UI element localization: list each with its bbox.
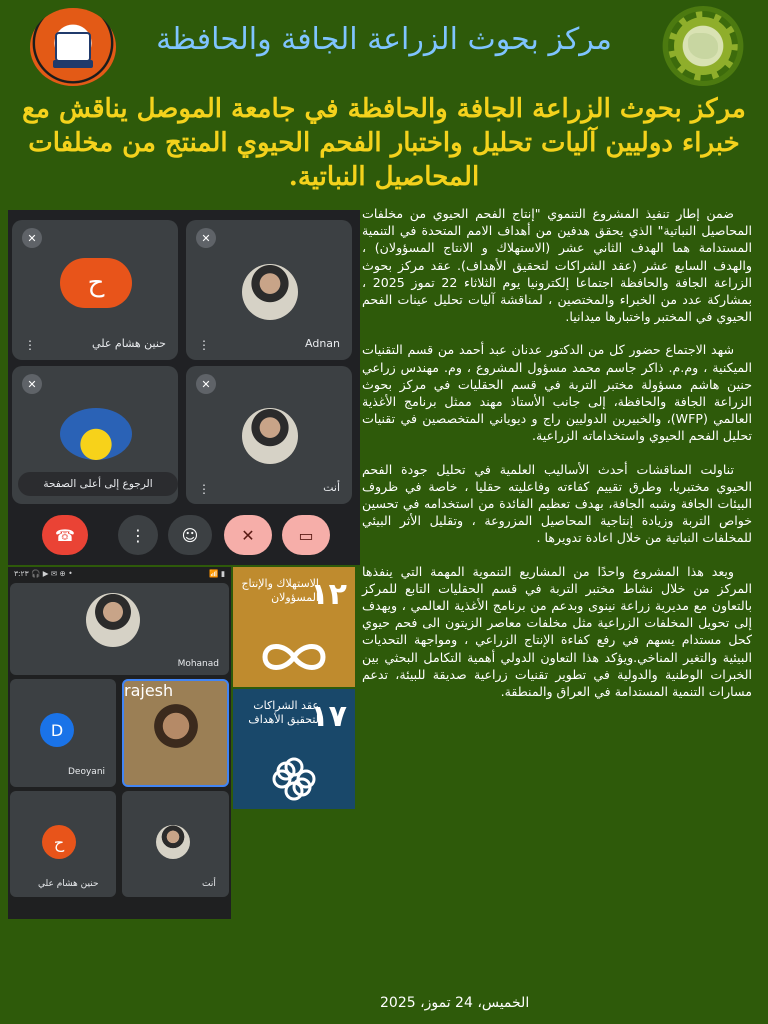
avatar: ح: [60, 258, 132, 308]
mic-off-icon: ✕: [22, 374, 42, 394]
avatar: [242, 264, 298, 320]
header-title: مركز بحوث الزراعة الجافة والحافظة: [156, 22, 612, 57]
mic-off-icon[interactable]: ✕: [224, 515, 272, 555]
participant-name: Mohanad: [177, 659, 219, 669]
mobile-call-screenshot: [8, 567, 231, 919]
avatar: [60, 408, 132, 460]
camera-off-icon[interactable]: ▭: [282, 515, 330, 555]
sdg-text: الاستهلاك والإنتاج المسؤولان: [241, 577, 319, 604]
article-body: [362, 205, 752, 716]
paragraph: تناولت المناقشات أحدث الأساليب العلمية في تحليل جودة الفحم الحيوي مختبريا، وطرق تقييم كفاءته وفاعليته حقليا ، خاصة في ظروف البيئات الجافة وشبه الجافة، بهدف تعظيم الفائدة من استخدامه في تحسين خواص التربة وزيادة إنتاجية المحاصيل المزروعة ، وتقليل الأثر البيئي للمخلفات النباتية من خلال اعادة تدويرها .: [362, 461, 752, 546]
avatar: [86, 593, 140, 647]
book-icon: [53, 60, 93, 68]
sdg-number: ١٢: [310, 577, 347, 612]
avatar: [242, 408, 298, 464]
sdg-12-tile: [233, 567, 355, 687]
mic-off-icon: ✕: [196, 374, 216, 394]
sdg-text: عقد الشراكات لتحقيق الأهداف: [248, 699, 319, 726]
avatar: [156, 825, 190, 859]
participant-name: rajesh: [124, 681, 174, 700]
sdg-17-tile: [233, 689, 355, 809]
paragraph: ويعد هذا المشروع واحدًا من المشاريع التنموية المهمة التي ينفذها المركز من خلال نشاط مختبر التربة في قسم الحقليات التابع للمركز بالتعاون مع مديرية زراعة نينوى وبدعم من برنامج الأغذية العالمي ، ويهدف إلى تحويل المخلفات الزراعية مثل مخلفات معاصر الزيتون الى فحم حيوي كحل مستدام يسهم في رفع كفاءة الإنتاج الزراعي ، ومواجهة التحديات البيئية والتغير المناخي.ويؤكد هذا التعاون الدولي أهمية التكامل البحثي بين الخبرات الوطنية والدولية في تطوير تقنيات زراعية صديقة للبيئة، تدعم مسارات التنمية المستدامة في العراق والمنطقة.: [362, 563, 752, 700]
more-icon[interactable]: ⋮: [24, 338, 36, 352]
participant-name: حنين هشام علي: [38, 879, 99, 889]
headline: مركز بحوث الزراعة الجافة والحافظة في جامعة الموصل يناقش مع خبراء دوليين آليات تحليل واختبار الفحم الحيوي المنتج من مخلفات المحاصيل النباتية.: [22, 94, 746, 192]
participant-tile[interactable]: [10, 583, 229, 675]
status-right: 📶 ▮: [209, 569, 225, 578]
infinity-icon: [233, 637, 355, 677]
participant-tile[interactable]: [186, 220, 352, 360]
sdg-number: ١٧: [310, 699, 347, 734]
participant-tile[interactable]: [10, 791, 116, 897]
paragraph: شهد الاجتماع حضور كل من الدكتور عدنان عبد أحمد من قسم التقنيات الميكنية ، وم.م. ذاكر جاسم محمد مسؤول المشروع ، وم. مهندس زراعي حنين هاشم مسؤولة مختبر التربة في قسم الحقليات في مركز بحوث الزراعة الجافة والحافظة، إلى جانب الأستاذ مهند ممثل برنامج الأغذية العالمي (WFP)، والخبيرين الدوليين راج و ديوياني المتخصصين في تقنيات تحليل الفحم الحيوي واستخداماته الزراعية.: [362, 342, 753, 444]
avatar: ح: [42, 825, 76, 859]
logo-emblem: [55, 32, 91, 62]
status-left: ۳:۲۳ 🎧 ▶ ✉ ⊕ •: [14, 569, 73, 578]
participant-name: Deoyani: [68, 767, 106, 777]
participant-tile[interactable]: [186, 366, 352, 504]
flower-icon: [233, 759, 355, 799]
emoji-icon[interactable]: ☺: [168, 515, 212, 555]
mic-off-icon: ✕: [22, 228, 42, 248]
publish-date: الخميس، 24 تموز، 2025: [380, 995, 530, 1011]
avatar: D: [40, 713, 74, 747]
participant-name: أنت: [202, 879, 216, 889]
participant-name: أنت: [323, 481, 340, 494]
video-call-screenshot: [8, 210, 360, 565]
participant-name: حنين هشام علي: [92, 337, 166, 350]
university-logo: [30, 8, 116, 86]
participant-name: Adnan: [305, 337, 340, 350]
more-icon[interactable]: ⋮: [118, 515, 158, 555]
status-bar: [8, 567, 231, 581]
mic-off-icon: ✕: [196, 228, 216, 248]
more-icon[interactable]: ⋮: [198, 338, 210, 352]
video-feed: [148, 699, 204, 759]
camera-video-tile[interactable]: [122, 679, 229, 787]
more-icon[interactable]: ⋮: [198, 482, 210, 496]
gear-icon: [668, 11, 738, 81]
participant-tile[interactable]: [12, 220, 178, 360]
call-controls: [26, 515, 342, 555]
participant-tile[interactable]: [10, 679, 116, 787]
center-logo: [662, 6, 744, 86]
back-to-top-button[interactable]: الرجوع إلى أعلى الصفحة: [18, 472, 178, 496]
paragraph: ضمن إطار تنفيذ المشروع التنموي "إنتاج الفحم الحيوي من مخلفات المحاصيل النباتية" الذي يحقق هدفين من أهداف الامم المتحدة في التنمية المستدامة هما الهدف الثاني عشر (الاستهلاك و الانتاج المسؤولان) ، والهدف السابع عشر (عقد الشراكات لتحقيق الأهداف). عقد مركز بحوث الزراعة الجافة والحافظة اجتماعا إلكترونيا يوم الثلاثاء 22 تموز 2025 ، بمشاركة عدد من الخبراء والمختصين ، لمناقشة آليات تحليل عينات الفحم الحيوي في المختبر واختبارها ميدانيا.: [362, 206, 752, 325]
participant-tile[interactable]: [122, 791, 229, 897]
end-call-icon[interactable]: ☎: [42, 515, 88, 555]
